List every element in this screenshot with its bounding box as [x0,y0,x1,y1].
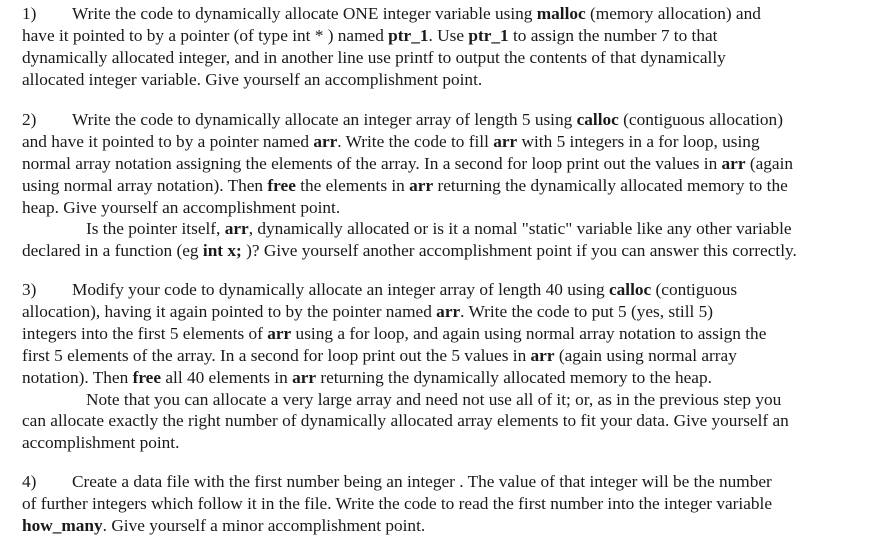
item-4-line-1: 4) Create a data file with the first number being an integer . The value of that integer will be the number [22,472,772,491]
item-2-line-5: heap. Give yourself an accomplishment point. [22,198,341,217]
item-3-line-6: Note that you can allocate a very large array and need not use all of it; or, as in the previous step you [86,390,782,409]
item-4-line-2: of further integers which follow it in the file. Write the code to read the first number into the integer variable [22,494,772,513]
item-3-line-2: allocation), having it again pointed to by the pointer named arr. Write the code to put 5 (yes, still 5) [22,302,714,321]
item-2-line-4: using normal array notation). Then free the elements in arr returning the dynamically allocated memory to the [22,176,788,195]
item-2-line-3: normal array notation assigning the elements of the array. In a second for loop print out the values in arr (again [22,154,794,173]
item-2-line-1: 2) Write the code to dynamically allocate an integer array of length 5 using calloc (contiguous allocation) [22,110,783,129]
item-3-line-8: accomplishment point. [22,433,180,452]
item-2-number: 2) [22,110,37,129]
item-3-line-5: notation). Then free all 40 elements in arr returning the dynamically allocated memory to the heap. [22,368,712,387]
item-1-number: 1) [22,4,37,23]
item-2-line-6: Is the pointer itself, arr, dynamically allocated or is it a nomal "static" variable like any other variable [86,219,792,238]
item-3-number: 3) [22,280,37,299]
item-1-line-1: 1) Write the code to dynamically allocate ONE integer variable using malloc (memory allocation) and [22,4,761,23]
item-4-line-3: how_many. Give yourself a minor accomplishment point. [22,516,426,535]
item-3-line-1: 3) Modify your code to dynamically allocate an integer array of length 40 using calloc (contiguous [22,280,738,299]
item-4-number: 4) [22,472,37,491]
item-2-line-2: and have it pointed to by a pointer named arr. Write the code to fill arr with 5 integers in a for loop, using [22,132,760,151]
item-3-line-4: first 5 elements of the array. In a second for loop print out the 5 values in arr (again using normal array [22,346,737,365]
item-1-line-3: dynamically allocated integer, and in another line use printf to output the contents of that dynamically [22,48,726,67]
item-2-line-7: declared in a function (eg int x; )? Give yourself another accomplishment point if you can answer this correctly. [22,241,797,260]
item-1-line-2: have it pointed to by a pointer (of type int * ) named ptr_1. Use ptr_1 to assign the number 7 to that [22,26,718,45]
item-1-line-4: allocated integer variable. Give yourself an accomplishment point. [22,70,483,89]
item-3-line-3: integers into the first 5 elements of arr using a for loop, and again using normal array notation to assign the [22,324,767,343]
item-3-line-7: can allocate exactly the right number of dynamically allocated array elements to fit your data. Give yourself an [22,411,789,430]
